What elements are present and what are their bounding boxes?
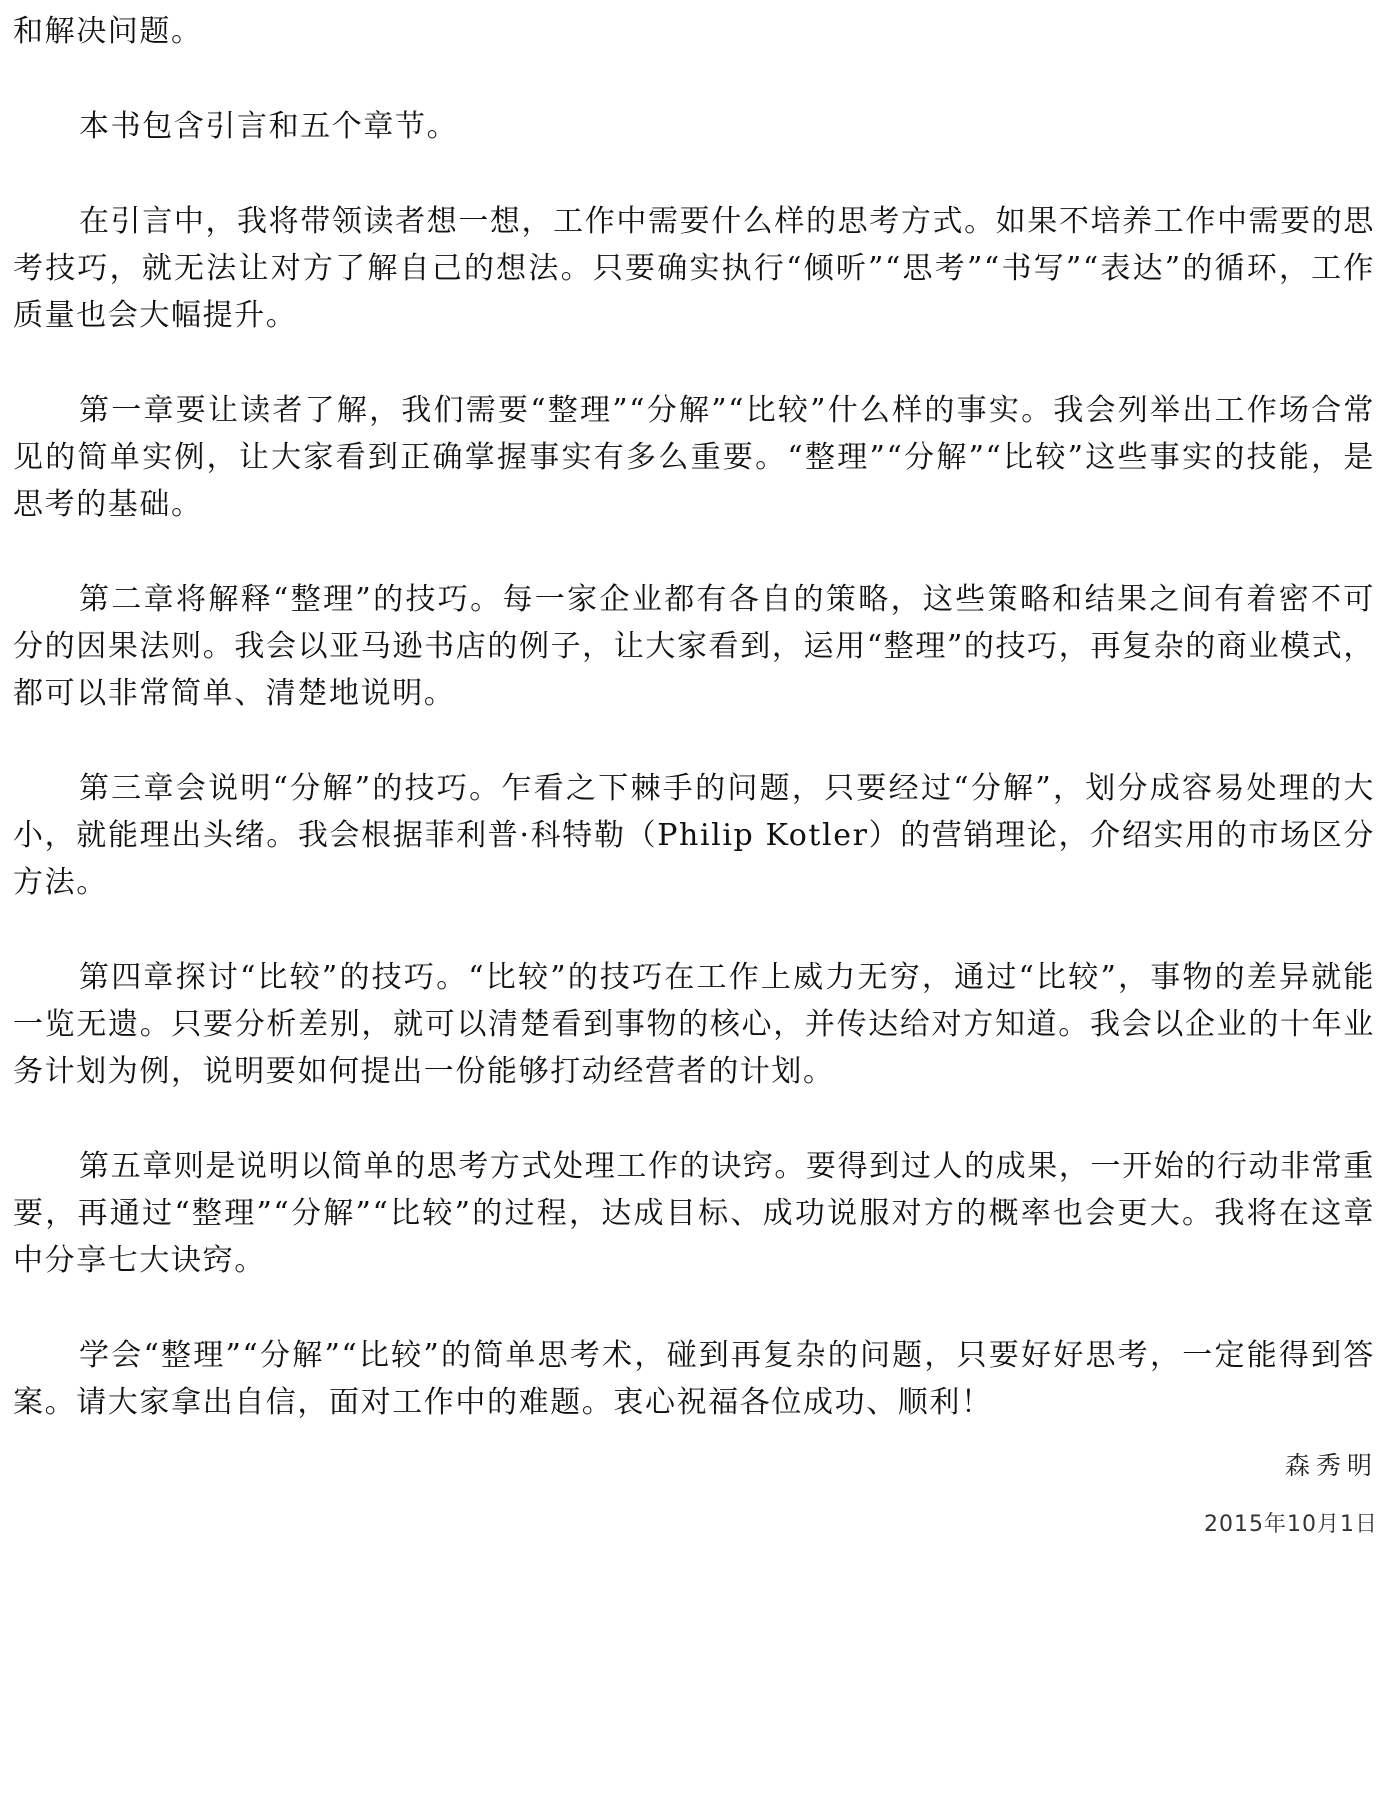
paragraph-chapter-one: 第一章要让读者了解，我们需要“整理”“分解”“比较”什么样的事实。我会列举出工作场合常见的简单实例，让大家看到正确掌握事实有多么重要。“整理”“分解”“比较”这些事实的技能，是思考的基础。 xyxy=(13,393,1375,522)
paragraph-book-overview: 本书包含引言和五个章节。 xyxy=(79,109,459,144)
paragraph-chapter-two: 第二章将解释“整理”的技巧。每一家企业都有各自的策略，这些策略和结果之间有着密不可分的因果法则。我会以亚马逊书店的例子，让大家看到，运用“整理”的技巧，再复杂的商业模式，都可以非常简单、清楚地说明。 xyxy=(13,582,1375,711)
signature-date: 2015年10月1日 xyxy=(1204,1512,1378,1537)
paragraph-chapter-three: 第三章会说明“分解”的技巧。乍看之下棘手的问题，只要经过“分解”，划分成容易处理的大小，就能理出头绪。我会根据菲利普·科特勒（Philip Kotler）的营销理论，介绍实用的市场区分方法。 xyxy=(13,771,1375,900)
paragraph-continuation: 和解决问题。 xyxy=(13,14,203,49)
paragraph-chapter-five: 第五章则是说明以简单的思考方式处理工作的诀窍。要得到过人的成果，一开始的行动非常重要，再通过“整理”“分解”“比较”的过程，达成目标、成功说服对方的概率也会更大。我将在这章中分享七大诀窍。 xyxy=(13,1149,1375,1278)
document-body xyxy=(13,0,1375,1426)
paragraph-closing: 学会“整理”“分解”“比较”的简单思考术，碰到再复杂的问题，只要好好思考，一定能得到答案。请大家拿出自信，面对工作中的难题。衷心祝福各位成功、顺利！ xyxy=(13,1338,1375,1420)
paragraph-introduction: 在引言中，我将带领读者想一想，工作中需要什么样的思考方式。如果不培养工作中需要的思考技巧，就无法让对方了解自己的想法。只要确实执行“倾听”“思考”“书写”“表达”的循环，工作质量也会大幅提升。 xyxy=(13,204,1375,333)
author-signature: 森秀明 xyxy=(1284,1451,1378,1480)
paragraph-chapter-four: 第四章探讨“比较”的技巧。“比较”的技巧在工作上威力无穷，通过“比较”，事物的差异就能一览无遗。只要分析差别，就可以清楚看到事物的核心，并传达给对方知道。我会以企业的十年业务计划为例，说明要如何提出一份能够打动经营者的计划。 xyxy=(13,960,1375,1089)
